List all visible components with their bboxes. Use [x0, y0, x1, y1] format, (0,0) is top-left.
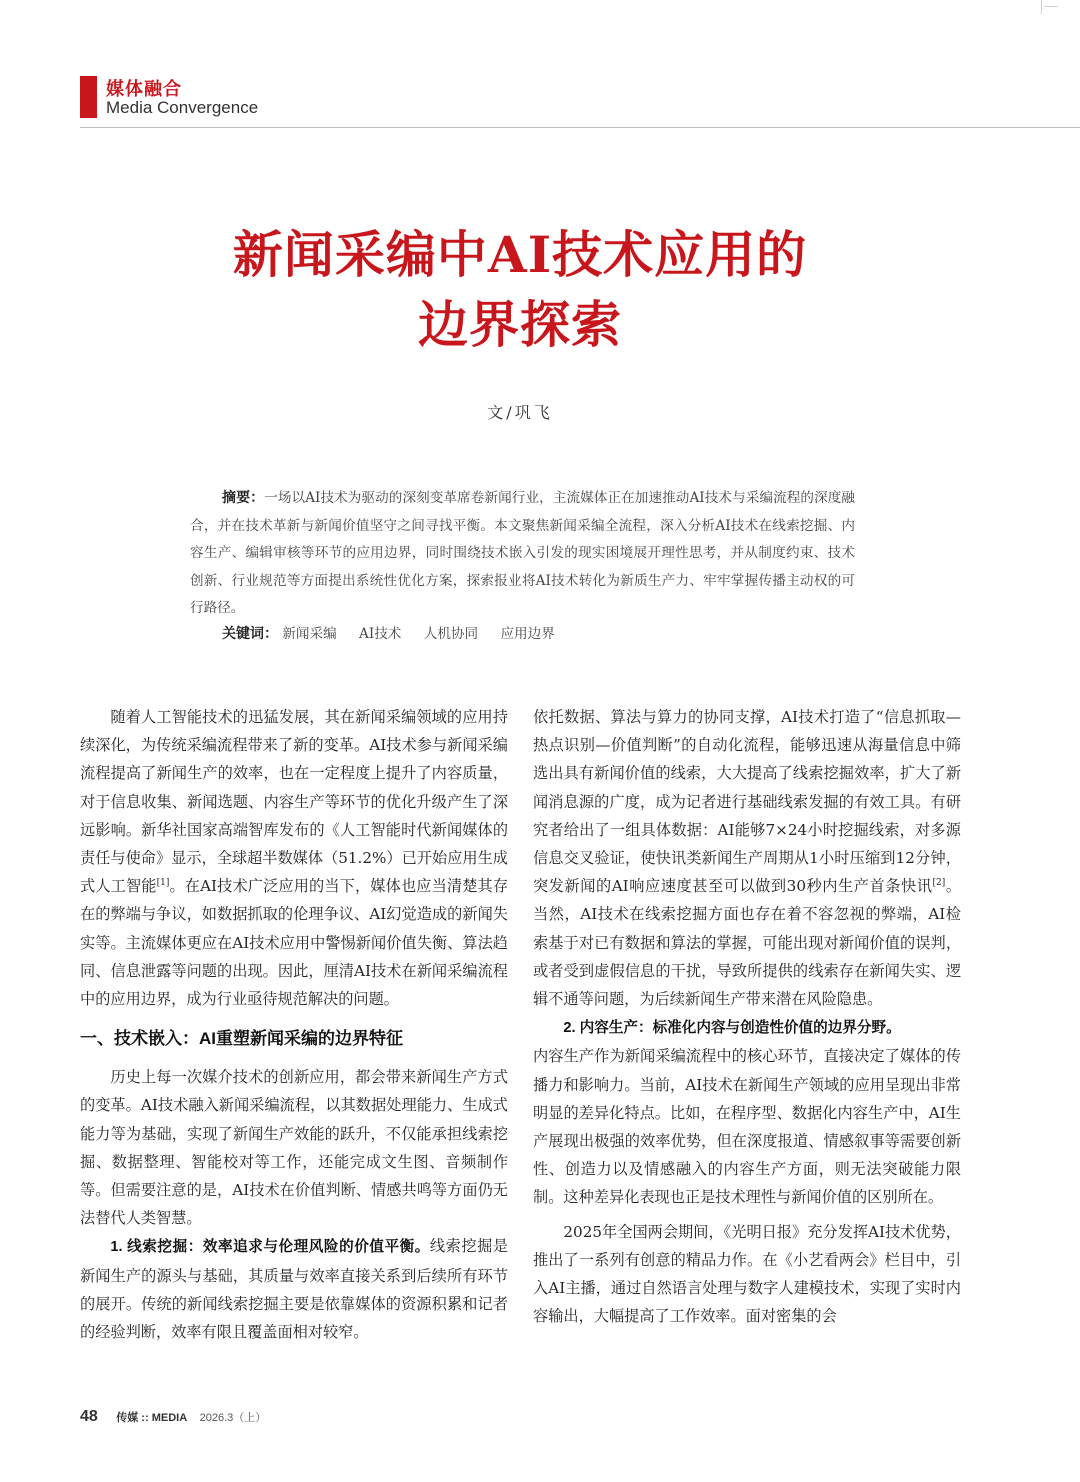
body-paragraph: 内容生产作为新闻采编流程中的核心环节，直接决定了媒体的传播力和影响力。当前，AI技术在新闻生产领域的应用呈现出非常明显的差异化特点。比如，在程序型、数据化内容生产中，AI生产展现出极强的效率优势，但在深度报道、情感叙事等需要创新性、创造力以及情感融入的内容生产方面，则无法突破能力限制。这种差异化表现也正是技术理性与新闻价值的区别所在。: [533, 1047, 961, 1207]
crop-mark: [1041, 0, 1042, 14]
body-column-right: [533, 703, 961, 1330]
body-paragraph: 1. 线索挖掘：效率追求与伦理风险的价值平衡。线索挖掘是新闻生产的源头与基础，其质量与效率直接关系到后续所有环节的展开。传统的新闻线索挖掘主要是依靠媒体的资源积累和记者的经验判断，效率有限且覆盖面相对较窄。: [80, 1237, 508, 1342]
page-footer: [80, 1408, 266, 1426]
issue-number: 2026.3（上）: [199, 1412, 267, 1424]
section-heading: 一、技术嵌入：AI重塑新闻采编的边界特征: [80, 1029, 403, 1049]
article-title: [0, 220, 1040, 360]
keyword: 新闻采编: [282, 626, 337, 642]
abstract: [190, 484, 855, 623]
keyword: 应用边界: [500, 626, 555, 642]
subsection-heading: 1. 线索挖掘：效率追求与伦理风险的价值平衡。: [110, 1239, 430, 1256]
keyword: AI技术: [359, 626, 402, 642]
subsection-heading: 2. 内容生产：标准化内容与创造性价值的边界分野。: [563, 1020, 901, 1037]
citation-ref: [1]: [156, 878, 170, 889]
body-paragraph: 依托数据、算法与算力的协同支撑，AI技术打造了“信息抓取—热点识别—价值判断”的自动化流程，能够迅速从海量信息中筛选出具有新闻价值的线索，大大提高了线索挖掘效率，扩大了新闻消息源的广度，成为记者进行基础线索发掘的有效工具。有研究者给出了一组具体数据：AI能够7×24小时挖掘线索，对多源信息交叉验证，使快讯类新闻生产周期从1小时压缩到12分钟，突发新闻的AI响应速度甚至可以做到30秒内生产首条快讯[2]。当然，AI技术在线索挖掘方面也存在着不容忽视的弊端，AI检索基于对已有数据和算法的掌握，可能出现对新闻价值的误判，或者受到虚假信息的干扰，导致所提供的线索存在新闻失实、逻辑不通等问题，为后续新闻生产带来潜在风险隐患。: [533, 708, 962, 1009]
body-paragraph: 2025年全国两会期间，《光明日报》充分发挥AI技术优势，推出了一系列有创意的精品力作。在《小艺看两会》栏目中，引入AI主播，通过自然语言处理与数字人建模技术，实现了实时内容输出，大幅提高了工作效率。面对密集的会: [533, 1222, 961, 1326]
keywords: [222, 622, 573, 643]
author-byline: 文/巩飞: [487, 403, 553, 422]
body-paragraph: 随着人工智能技术的迅猛发展，其在新闻采编领域的应用持续深化，为传统采编流程带来了新的变革。AI技术参与新闻采编流程提高了新闻生产的效率，也在一定程度上提升了内容质量，对于信息收集、新闻选题、内容生产等环节的优化升级产生了深远影响。新华社国家高端智库发布的《人工智能时代新闻媒体的责任与使命》显示，全球超半数媒体（51.2%）已开始应用生成式人工智能[1]。在AI技术广泛应用的当下，媒体也应当清楚其存在的弊端与争议，如数据抓取的伦理争议、AI幻觉造成的新闻失实等。主流媒体更应在AI技术应用中警惕新闻价值失衡、算法趋同、信息泄露等问题的出现。因此，厘清AI技术在新闻采编流程中的应用边界，成为行业亟待规范解决的问题。: [80, 708, 509, 1009]
citation-ref: [2]: [932, 878, 946, 889]
crop-mark: [1044, 6, 1058, 7]
section-name-en: Media Convergence: [106, 98, 259, 117]
keywords-label: 关键词：: [222, 625, 278, 641]
title-line-1: 新闻采编中AI技术应用的: [232, 225, 808, 284]
keyword: 人机协同: [423, 626, 479, 642]
header-divider: [80, 127, 1080, 128]
section-name-cn: 媒体融合: [106, 79, 182, 100]
journal-name: 传媒 :: MEDIA: [116, 1412, 188, 1424]
abstract-text: 一场以AI技术为驱动的深刻变革席卷新闻行业，主流媒体正在加速推动AI技术与采编流程的深度融合，并在技术革新与新闻价值坚守之间寻找平衡。本文聚焦新闻采编全流程，深入分析AI技术在线索挖掘、内容生产、编辑审核等环节的应用边界，同时围绕技术嵌入引发的现实困境展开理性思考，并从制度约束、技术创新、行业规范等方面提出系统性优化方案，探索报业将AI技术转化为新质生产力、牢牢掌握传播主动权的可行路径。: [190, 490, 855, 617]
page-number: 48: [80, 1408, 98, 1425]
subsection-heading-line: [533, 1013, 961, 1042]
abstract-label: 摘要：: [222, 489, 265, 505]
section-color-bar: [80, 76, 97, 118]
body-column-left: [80, 703, 508, 1346]
body-paragraph: 历史上每一次媒介技术的创新应用，都会带来新闻生产方式的变革。AI技术融入新闻采编流程，以其数据处理能力、生成式能力等为基础，实现了新闻生产效能的跃升，不仅能承担线索挖掘、数据整理、智能校对等工作，还能完成文生图、音频制作等。但需要注意的是，AI技术在价值判断、情感共鸣等方面仍无法替代人类智慧。: [80, 1068, 508, 1228]
title-line-2: 边界探索: [418, 295, 622, 354]
